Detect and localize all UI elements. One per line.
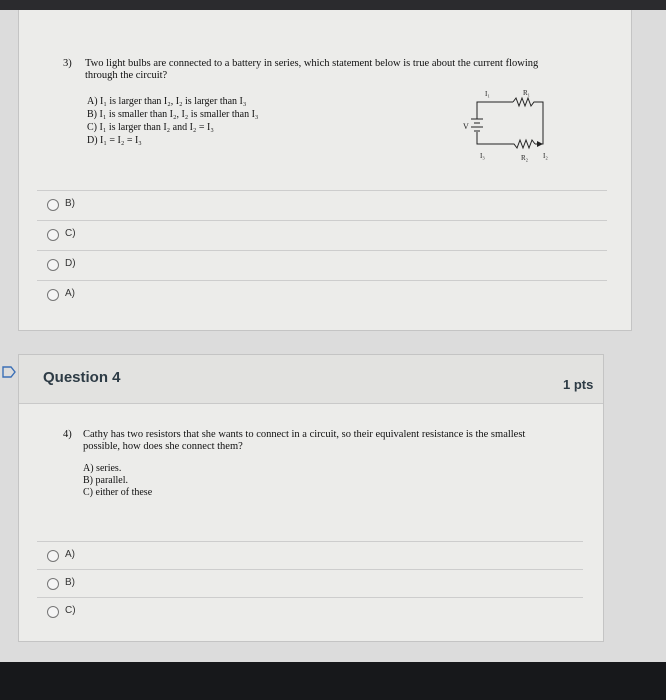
option-label: C) [65, 228, 76, 239]
label-i1: I₁ [485, 90, 490, 98]
radio-button[interactable] [47, 259, 59, 271]
question-3-prompt-line1: Two light bulbs are connected to a battery in series, which statement below is true about the current flowing [85, 58, 539, 69]
q4-option-a[interactable] [37, 541, 583, 570]
question-4-header [19, 355, 603, 404]
radio-button[interactable] [47, 229, 59, 241]
bottom-bezel [0, 662, 666, 700]
question-4-prompt-line1: Cathy has two resistors that she wants to connect in a circuit, so their equivalent resistance is the smallest [83, 429, 526, 440]
label-i3: I₃ [480, 152, 485, 160]
option-label: C) [65, 605, 76, 616]
q4-option-c[interactable] [37, 597, 583, 626]
option-label: A) [65, 288, 75, 299]
q3-choice-a: A) I₁ is larger than I₂, I₂ is larger than I₃ [87, 96, 247, 107]
q4-choice-a: A) series. [83, 463, 122, 474]
label-v: V [463, 122, 469, 131]
q4-choice-c: C) either of these [83, 487, 153, 498]
question-4-card [18, 354, 604, 642]
radio-button[interactable] [47, 550, 59, 562]
q3-option-a[interactable] [37, 280, 607, 309]
flag-question-icon[interactable] [2, 366, 16, 378]
question-4-prompt-line2: possible, how does she connect them? [83, 441, 243, 452]
q4-choice-b: B) parallel. [83, 475, 128, 486]
radio-button[interactable] [47, 199, 59, 211]
option-label: B) [65, 198, 75, 209]
question-4-points: 1 pts [563, 377, 594, 392]
label-r2: R₂ [521, 154, 529, 162]
top-bar [0, 0, 666, 10]
question-3-prompt-line2: through the circuit? [85, 70, 168, 81]
q3-option-b[interactable] [37, 190, 607, 219]
label-i2: I₂ [543, 152, 548, 160]
q3-option-d[interactable] [37, 250, 607, 279]
option-label: A) [65, 549, 75, 560]
q3-choice-b: B) I₁ is smaller than I₂, I₂ is smaller than I₃ [87, 109, 259, 120]
series-circuit-diagram [443, 84, 563, 174]
q3-choice-c: C) I₁ is larger than I₂ and I₂ = I₃ [87, 122, 214, 133]
q3-choice-d: D) I₁ = I₂ = I₃ [87, 135, 142, 146]
q3-option-c[interactable] [37, 220, 607, 249]
q4-option-b[interactable] [37, 569, 583, 598]
radio-button[interactable] [47, 578, 59, 590]
question-4-title: Question 4 [43, 369, 121, 386]
option-label: B) [65, 577, 75, 588]
radio-button[interactable] [47, 289, 59, 301]
question-3-card [18, 10, 632, 331]
option-label: D) [65, 258, 76, 269]
radio-button[interactable] [47, 606, 59, 618]
question-4-number: 4) [63, 429, 72, 440]
label-r1: R₁ [523, 89, 531, 97]
question-3-number: 3) [63, 58, 72, 69]
